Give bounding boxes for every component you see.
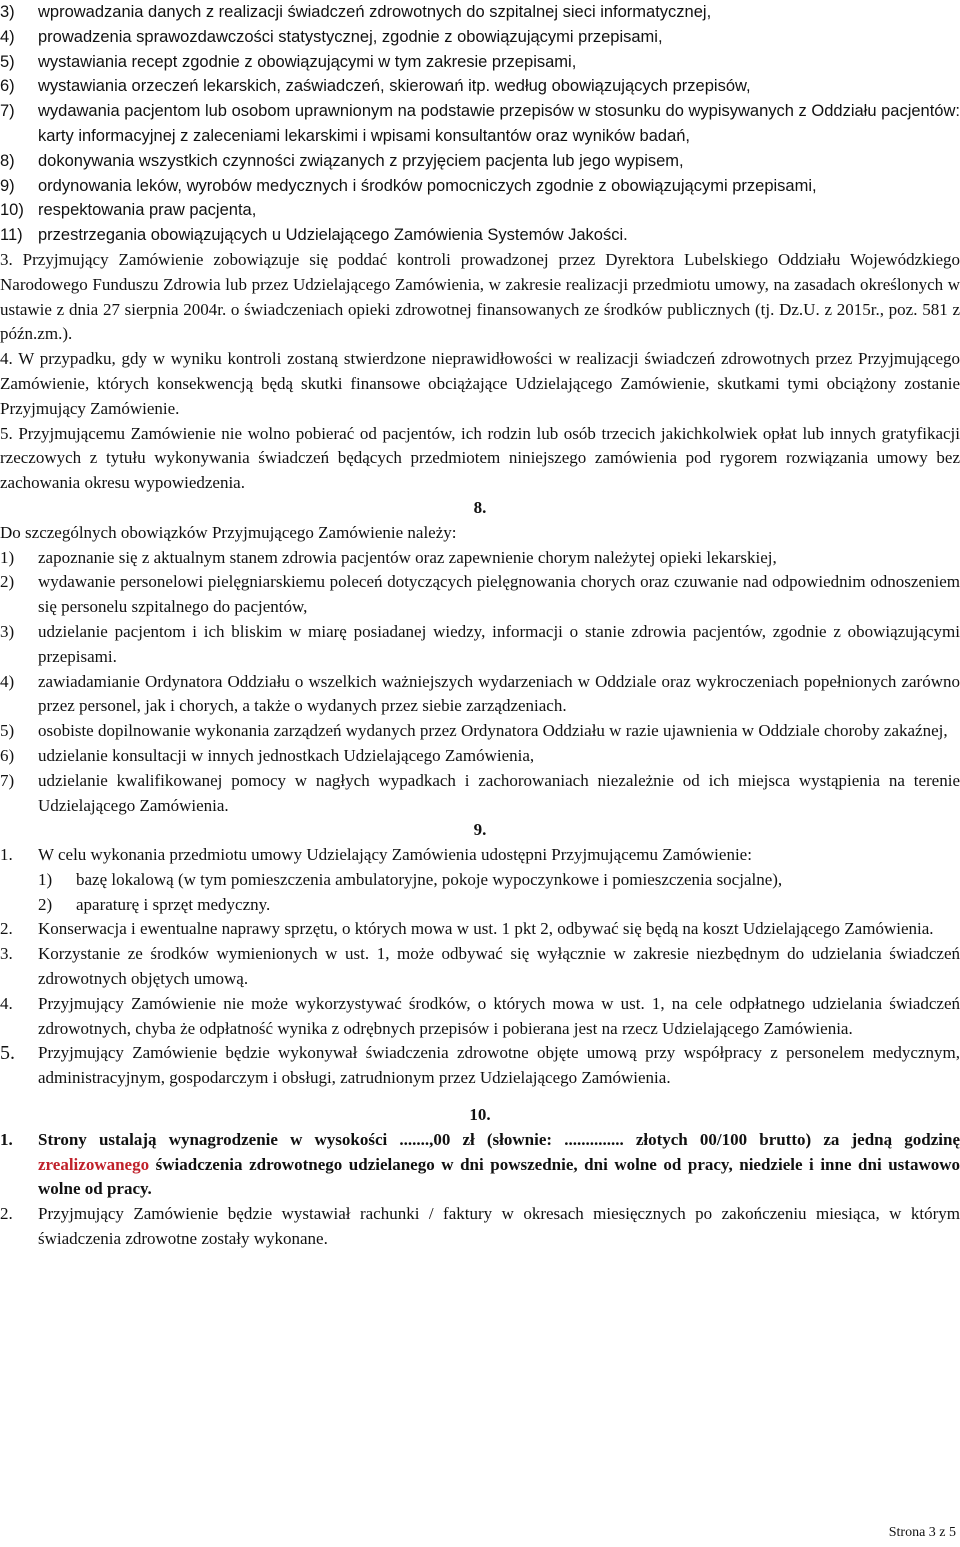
list-item-text: wydawania pacjentom lub osobom uprawnionym na podstawie przepisów w stosunku do wypisywanych z Oddziału pacjentów: karty informacyjnej z zaleceniami lekarskimi i wpisami konsultantów oraz wyników badań, <box>38 102 960 145</box>
sub-list-item <box>0 893 960 918</box>
list-item <box>0 149 960 174</box>
list-item-number: 1. <box>0 1129 13 1149</box>
section-8-heading: 8. <box>473 497 487 517</box>
list-item-text: udzielanie kwalifikowanej pomocy w nagłych wypadkach i zachorowaniach niezależnie od ich miejsca wystąpienia na terenie Udzielającego Zamówienia. <box>38 770 960 815</box>
list-item <box>0 198 960 223</box>
section-9-list <box>0 843 960 1091</box>
list-item-number: 4) <box>0 27 15 46</box>
list-item-text: respektowania praw pacjenta, <box>38 201 257 220</box>
list-item-number: 1) <box>0 547 15 567</box>
list-item <box>0 843 960 868</box>
list-item-text: zapoznanie się z aktualnym stanem zdrowia pacjentów oraz zapewnienie chorym należytej opieki lekarskiej, <box>38 547 777 567</box>
section-10-heading: 10. <box>469 1105 491 1125</box>
list-item-number: 5) <box>0 721 15 741</box>
list-item-number: 11) <box>0 226 23 245</box>
list-item-text: prowadzenia sprawozdawczości statystycznej, zgodnie z obowiązującymi przepisami, <box>38 27 663 46</box>
list-item <box>0 50 960 75</box>
list-item-number: 10) <box>0 201 24 220</box>
list-item-text: dokonywania wszystkich czynności związanych z przyjęciem pacjenta lub jego wypisem, <box>38 151 684 170</box>
list-item-text: ordynowania leków, wyrobów medycznych i środków pomocniczych zgodnie z obowiązującymi przepisami, <box>38 176 817 195</box>
list-item-text: Konserwacja i ewentualne naprawy sprzętu, o których mowa w ust. 1 pkt 2, odbywać się będą na koszt Udzielającego Zamówienia. <box>38 919 934 939</box>
list-item-number: 5. <box>0 1042 15 1065</box>
section-8-list <box>0 546 960 819</box>
list-item <box>0 992 960 1042</box>
list-item-text: wprowadzania danych z realizacji świadczeń zdrowotnych do szpitalnej sieci informatycznej, <box>38 3 712 21</box>
list-item-number: 7) <box>0 102 15 121</box>
list-item-number: 7) <box>0 770 15 790</box>
list-item-number: 8) <box>0 151 15 170</box>
section-8-intro: Do szczególnych obowiązków Przyjmującego Zamówienie należy: <box>0 522 457 542</box>
list-item-text: Przyjmujący Zamówienie nie może wykorzystywać środków, o których mowa w ust. 1, na cele odpłatnego udzielania świadczeń zdrowotnych, chyba że odpłatność wynika z odrębnych przepisów i pobierana jest na rzecz Udzielającego Zamówienia. <box>38 993 960 1038</box>
list-item-text: wydawanie personelowi pielęgniarskiemu poleceń dotyczących pielęgnowania chorych oraz czuwanie nad odpowiednim odnoszeniem się personelu szpitalnego do pacjentów, <box>38 572 960 617</box>
list-obligations-continued <box>0 0 960 248</box>
list-item-text: osobiste dopilnowanie wykonania zarządzeń wydanych przez Ordynatora Oddziału w razie ujawnienia w Oddziale choroby zakaźnej, <box>38 721 948 741</box>
list-item <box>0 1202 960 1252</box>
list-item <box>0 670 960 720</box>
section-10-list <box>0 1128 960 1252</box>
list-item-number: 9) <box>0 176 15 195</box>
list-item-number: 2) <box>0 572 15 592</box>
list-item-text: Przyjmujący Zamówienie będzie wykonywał świadczenia zdrowotne objęte umową przy współpracy z personelem medycznym, administracyjnym, gospodarczym i obsługi, zatrudnionym przez Udzielającego Zamówienia. <box>38 1043 960 1088</box>
list-item <box>0 719 960 744</box>
list-item-text: zawiadamianie Ordynatora Oddziału o wszelkich ważniejszych wydarzeniach w Oddziale oraz wykroczeniach popełnionych zarówno przez personel, jak i chorych, a także o wydanych przez siebie zarządzeniach. <box>38 671 960 716</box>
list-item-number: 1) <box>38 869 53 889</box>
list-item <box>0 917 960 942</box>
list-item <box>0 25 960 50</box>
section-9-heading: 9. <box>473 820 487 840</box>
paragraph-5-fees: 5. Przyjmującemu Zamówienie nie wolno pobierać od pacjentów, ich rodzin lub osób trzecich jakichkolwiek opłat lub innych gratyfikacji rzeczowych z tytułu wykonywania świadczeń będących przedmiotem niniejszego zamówienia pod rygorem rozwiązania umowy bez zachowania okresu wypowiedzenia. <box>0 423 960 493</box>
list-item-text: Przyjmujący Zamówienie będzie wystawiał rachunki / faktury w okresach miesięcznych po zakończeniu miesiąca, w którym świadczenia zdrowotne zostały wykonane. <box>38 1204 960 1249</box>
list-item <box>0 744 960 769</box>
list-item-number: 5) <box>0 52 15 71</box>
list-item <box>0 174 960 199</box>
list-item <box>0 769 960 819</box>
list-item-number: 4) <box>0 671 15 691</box>
list-item-text: wystawiania orzeczeń lekarskich, zaświadczeń, skierowań itp. według obowiązujących przepisów, <box>38 77 751 96</box>
list-item-text: Korzystanie ze środków wymienionych w ust. 1, może odbywać się wyłącznie w zakresie niezbędnym do udzielania świadczeń zdrowotnych objętych umową. <box>38 944 960 989</box>
list-item <box>0 99 960 149</box>
list-item-number: 4. <box>0 993 13 1013</box>
list-item <box>0 223 960 248</box>
list-item-text <box>38 1128 960 1202</box>
list-item <box>0 74 960 99</box>
list-item-number: 3) <box>0 3 15 21</box>
list-item-text: W celu wykonania przedmiotu umowy Udzielający Zamówienia udostępni Przyjmującemu Zamówienie: <box>38 845 752 865</box>
list-item-number: 6) <box>0 745 15 765</box>
list-item-text: udzielanie pacjentom i ich bliskim w miarę posiadanej wiedzy, informacji o stanie zdrowia pacjentów, zgodnie z obowiązującymi przepisami. <box>38 621 960 666</box>
page-number: Strona 3 z 5 <box>888 1525 956 1540</box>
remuneration-text-start: Strony ustalają wynagrodzenie w wysokości .......,00 zł (słownie: .............. złotych 00/100 brutto) za jedną godzinę <box>38 1129 960 1149</box>
list-item-number: 2) <box>38 894 53 914</box>
list-item <box>0 1041 960 1091</box>
highlighted-word: zrealizowanego <box>38 1154 150 1174</box>
list-item-text: bazę lokalową (w tym pomieszczenia ambulatoryjne, pokoje wypoczynkowe i pomieszczenia socjalne), <box>76 869 783 889</box>
list-item-text: przestrzegania obowiązujących u Udzielającego Zamówienia Systemów Jakości. <box>38 226 628 245</box>
list-item <box>0 0 960 25</box>
sub-list-item <box>0 868 960 893</box>
paragraph-4-irregularities: 4. W przypadku, gdy w wyniku kontroli zostaną stwierdzone nieprawidłowości w realizacji świadczeń zdrowotnych przez Przyjmującego Zamówienie, których konsekwencją będą skutki finansowe obciążające Udzielającego Zamówienie, skutkami tymi obciążony zostanie Przyjmujący Zamówienie. <box>0 349 960 418</box>
list-item-number: 3) <box>0 621 15 641</box>
list-item-number: 6) <box>0 77 15 96</box>
list-item-number: 2. <box>0 919 13 939</box>
list-item-text: udzielanie konsultacji w innych jednostkach Udzielającego Zamówienia, <box>38 745 535 765</box>
list-item-number: 3. <box>0 944 13 964</box>
list-item-remuneration <box>0 1128 960 1202</box>
paragraph-3-control: 3. Przyjmujący Zamówienie zobowiązuje się poddać kontroli prowadzonej przez Dyrektora Lubelskiego Oddziału Wojewódzkiego Narodowego Funduszu Zdrowia lub przez Udzielającego Zamówienia, w zakresie realizacji przedmiotu umowy, na zasadach określonych w ustawie z dnia 27 sierpnia 2004r. o świadczeniach opieki zdrowotnej finansowanych ze środków publicznych (tj. Dz.U. z 2015r., poz. 581 z późn.zm.). <box>0 249 960 344</box>
list-item <box>0 570 960 620</box>
list-item <box>0 620 960 670</box>
list-item <box>0 546 960 571</box>
list-item-text: aparaturę i sprzęt medyczny. <box>76 894 271 914</box>
remuneration-text-end: świadczenia zdrowotnego udzielanego w dni powszednie, dni wolne od pracy, niedziele i inne dni ustawowo wolne od pracy. <box>38 1154 960 1199</box>
list-item-number: 1. <box>0 845 13 865</box>
list-item-number: 2. <box>0 1204 13 1224</box>
list-item-text: wystawiania recept zgodnie z obowiązującymi w tym zakresie przepisami, <box>38 52 577 71</box>
list-item <box>0 942 960 992</box>
